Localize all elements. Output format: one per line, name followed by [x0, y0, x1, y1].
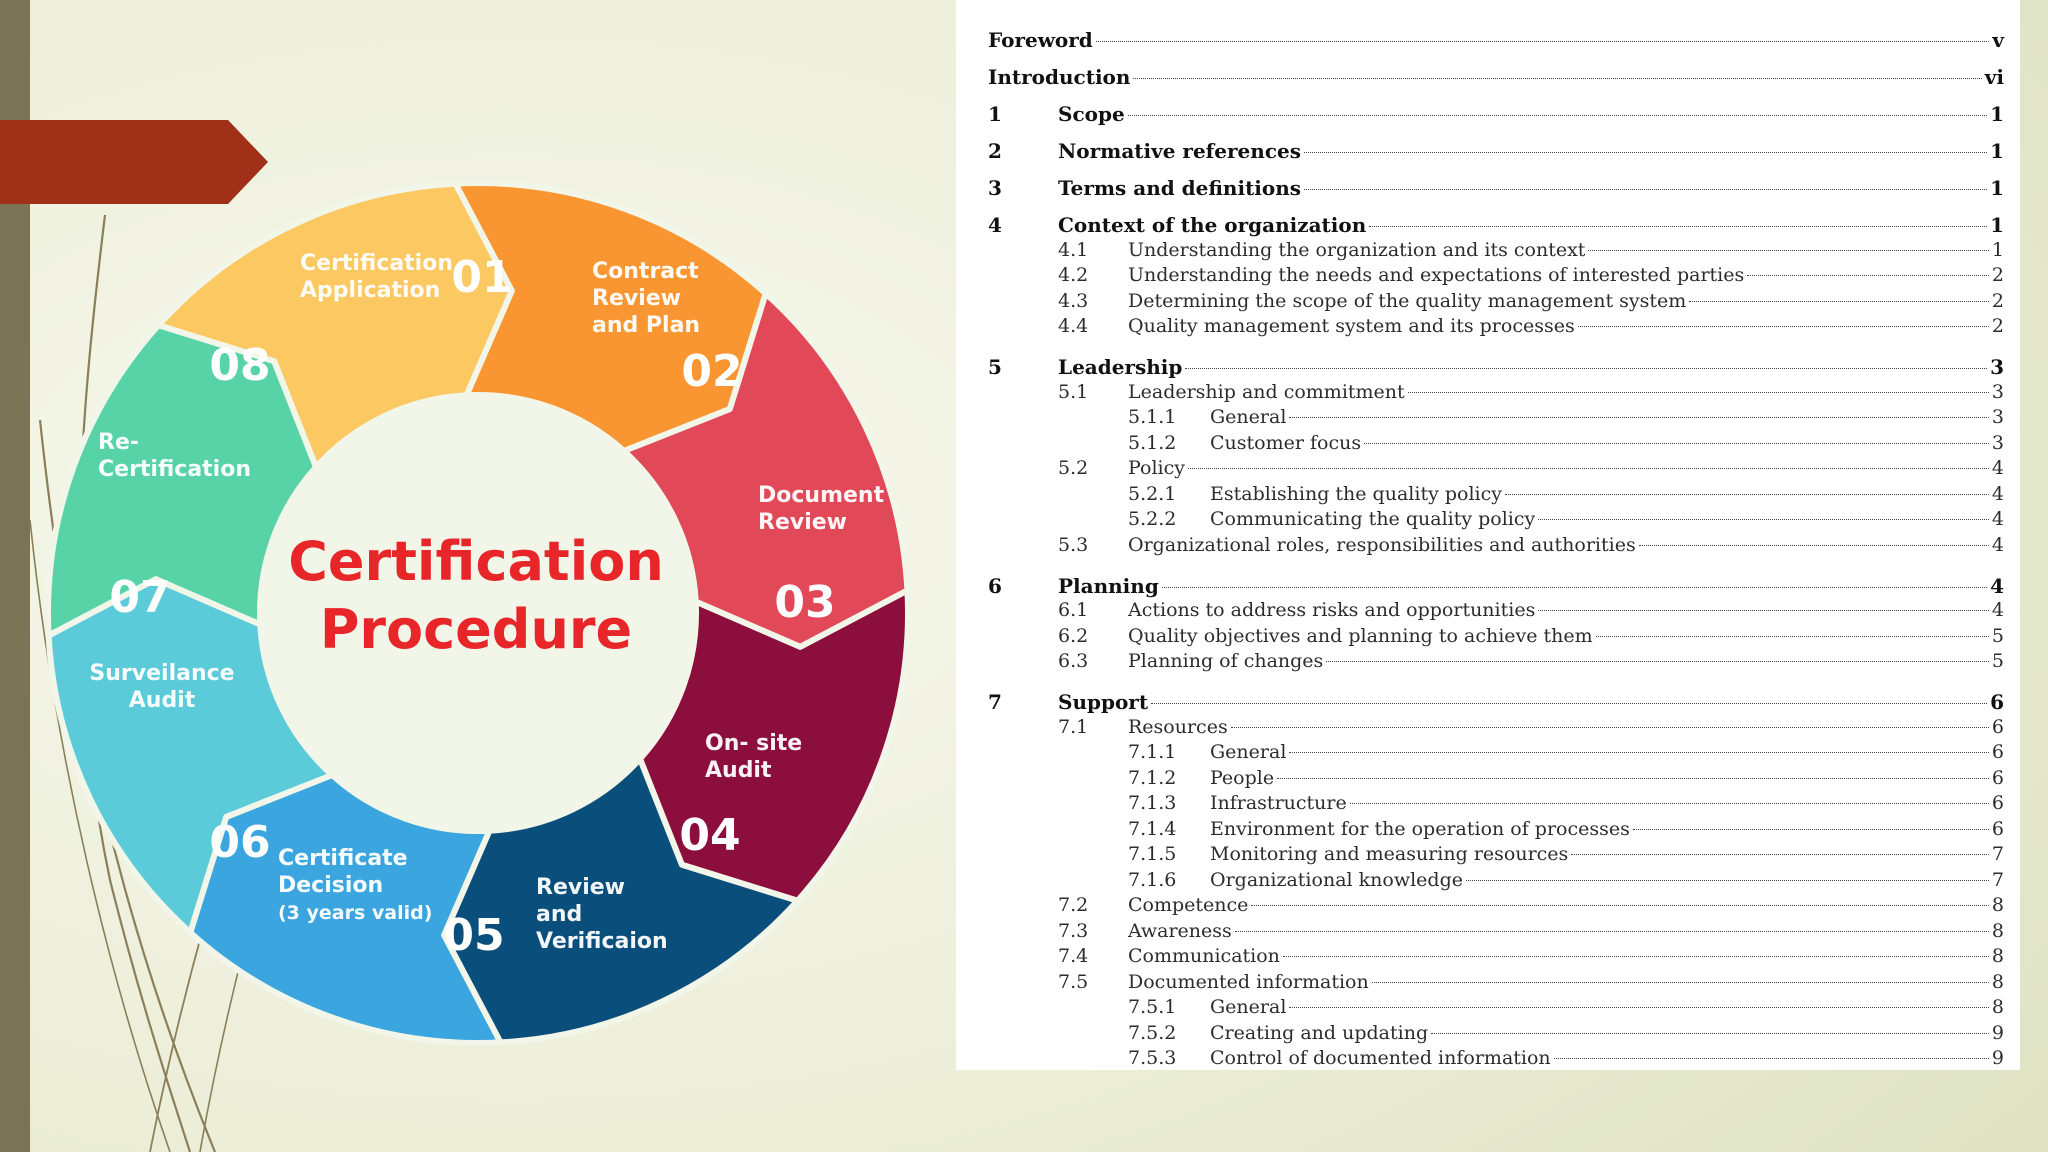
toc-dot-leader [1596, 636, 1989, 637]
toc-entry-number: 5.2.2 [1128, 508, 1177, 530]
toc-dot-leader [1128, 115, 1987, 116]
toc-entry[interactable] [988, 315, 2004, 341]
toc-entry-number: 6.3 [1058, 650, 1089, 672]
toc-dot-leader [1364, 443, 1989, 444]
toc-entry-title: Leadership [1058, 355, 1183, 379]
toc-entry-number: 7.1 [1058, 715, 1089, 738]
toc-entry[interactable] [988, 483, 2004, 509]
toc-entry-title: Resources [1128, 715, 1228, 738]
toc-dot-leader [1408, 392, 1989, 393]
step-label-08-line-2: Certification [98, 457, 252, 482]
toc-entry-number: 7.1.3 [1128, 792, 1177, 814]
step-label-08-line-1: Re- [98, 430, 139, 455]
toc-entry-title: Understanding the organization and its context [1128, 238, 1586, 261]
toc-entry-page: 5 [1991, 624, 2004, 647]
step-label-06-line-1: Certificate [278, 846, 408, 871]
toc-entry-title: Competence [1128, 894, 1249, 916]
toc-dot-leader [1538, 610, 1989, 611]
step-label-05-line-2: and [536, 902, 583, 927]
toc-dot-leader [1277, 778, 1989, 779]
toc-entry-title: Context of the organization [1058, 213, 1367, 237]
toc-dot-leader [1185, 368, 1987, 369]
toc-entry[interactable] [988, 432, 2004, 458]
step-number-05: 05 [443, 910, 505, 961]
toc-entry[interactable] [988, 818, 2004, 844]
toc-entry-number: 4.4 [1058, 315, 1089, 337]
toc-entry-title: Creating and updating [1210, 1021, 1429, 1044]
toc-entry[interactable] [988, 264, 2004, 290]
toc-entry-title: Monitoring and measuring resources [1210, 843, 1569, 865]
toc-entry-title: Organizational roles, responsibilities and authorities [1128, 533, 1636, 556]
toc-entry-page: 4 [1991, 533, 2004, 556]
toc-entry-title: Support [1058, 690, 1149, 714]
toc-entry-title: Quality objectives and planning to achieve them [1128, 624, 1593, 647]
toc-dot-leader [1304, 152, 1987, 153]
toc-entry-number: 7.3 [1058, 919, 1089, 942]
toc-entry-title: Infrastructure [1210, 792, 1347, 814]
toc-entry-number: 4.3 [1058, 289, 1089, 312]
toc-entry[interactable] [988, 239, 2004, 265]
toc-dot-leader [1372, 982, 1989, 983]
toc-entry-number: 5 [988, 355, 1002, 379]
toc-entry[interactable] [988, 508, 2004, 534]
toc-dot-leader [1747, 275, 1989, 276]
step-number-01: 01 [451, 252, 513, 303]
toc-entry-number: 2 [988, 139, 1002, 163]
toc-dot-leader [1588, 250, 1988, 251]
toc-dot-leader [1578, 326, 1989, 327]
toc-entry-title: Leadership and commitment [1128, 380, 1405, 403]
toc-entry[interactable] [988, 574, 2004, 600]
toc-entry-title: Policy [1128, 457, 1185, 479]
step-label-07-line-2: Audit [128, 688, 196, 713]
toc-entry-page: 8 [1991, 919, 2004, 942]
toc-dot-leader [1283, 956, 1989, 957]
toc-entry-title: Scope [1058, 102, 1125, 126]
step-label-02-line-3: and Plan [592, 313, 701, 338]
toc-entry-title: Customer focus [1210, 431, 1362, 454]
toc-entry[interactable] [988, 406, 2004, 432]
toc-entry-page: 3 [1991, 431, 2004, 454]
toc-entry[interactable] [988, 767, 2004, 793]
toc-dot-leader [1133, 78, 1981, 79]
toc-entry-page: 4 [1991, 508, 2004, 530]
diagram-title-line-1: Certification [288, 530, 664, 593]
toc-entry-page: 8 [1991, 894, 2004, 916]
toc-entry-title: Foreword [988, 28, 1093, 52]
toc-entry[interactable] [988, 690, 2004, 716]
toc-entry[interactable] [988, 1047, 2004, 1070]
toc-entry-page: 6 [1991, 766, 2004, 789]
toc-entry-page: 3 [1991, 380, 2004, 403]
toc-entry-page: 1 [1990, 139, 2004, 163]
step-label-03-line-2: Review [758, 510, 847, 535]
toc-dot-leader [1369, 226, 1987, 227]
toc-entry-page: 2 [1991, 315, 2004, 337]
toc-entry[interactable] [988, 792, 2004, 818]
toc-entry[interactable] [988, 290, 2004, 316]
toc-entry-title: Understanding the needs and expectations of interested parties [1128, 264, 1745, 286]
toc-entry-number: 7 [988, 690, 1002, 714]
toc-dot-leader [1505, 494, 1989, 495]
step-label-05-line-1: Review [536, 875, 625, 900]
toc-entry[interactable] [988, 65, 2004, 91]
toc-entry-title: Determining the scope of the quality management system [1128, 289, 1687, 312]
toc-dot-leader [1289, 752, 1989, 753]
toc-dot-leader [1571, 854, 1989, 855]
toc-entry-number: 7.4 [1058, 945, 1089, 967]
toc-dot-leader [1151, 703, 1987, 704]
toc-entry-page: 1 [1990, 213, 2004, 237]
toc-dot-leader [1350, 803, 1989, 804]
toc-entry-page: 8 [1991, 970, 2004, 993]
toc-entry-page: 6 [1991, 792, 2004, 814]
step-label-04-line-2: Audit [705, 758, 772, 783]
toc-entry-number: 7.2 [1058, 894, 1089, 916]
toc-entry-page: 5 [1991, 650, 2004, 672]
toc-entry-number: 3 [988, 176, 1002, 200]
toc-entry[interactable] [988, 650, 2004, 676]
toc-entry-page: v [1992, 28, 2004, 52]
toc-dot-leader [1235, 931, 1989, 932]
step-number-02: 02 [681, 346, 743, 397]
step-label-04-line-1: On- site [705, 731, 803, 756]
toc-entry[interactable] [988, 843, 2004, 869]
toc-entry-page: 9 [1991, 1021, 2004, 1044]
toc-entry[interactable] [988, 355, 2004, 381]
toc-entry-number: 5.2.1 [1128, 482, 1177, 505]
toc-entry-number: 7.5 [1058, 970, 1089, 993]
toc-entry-page: 1 [1991, 238, 2004, 261]
step-label-06-line-2: Decision [278, 873, 384, 898]
toc-entry-number: 6 [988, 573, 1002, 598]
toc-entry-page: 7 [1991, 868, 2004, 891]
toc-entry-number: 1 [988, 102, 1002, 126]
toc-dot-leader [1431, 1033, 1989, 1034]
toc-entry-number: 5.1.2 [1128, 431, 1177, 454]
toc-entry-title: Planning of changes [1128, 650, 1324, 672]
toc-entry[interactable] [988, 102, 2004, 128]
step-number-08: 08 [209, 340, 271, 391]
toc-dot-leader [1096, 41, 1990, 42]
toc-entry[interactable] [988, 1022, 2004, 1048]
toc-entry-number: 5.1.1 [1128, 406, 1177, 428]
toc-entry-title: Terms and definitions [1058, 176, 1302, 200]
toc-entry-number: 6.1 [1058, 599, 1089, 621]
toc-entry-number: 7.1.5 [1128, 843, 1177, 865]
toc-entry-page: 2 [1991, 264, 2004, 286]
toc-entry[interactable] [988, 381, 2004, 407]
toc-entry-title: Quality management system and its processes [1128, 315, 1575, 337]
toc-entry-page: 6 [1991, 817, 2004, 840]
toc-entry[interactable] [988, 945, 2004, 971]
toc-entry-title: Planning [1058, 573, 1159, 598]
toc-entry[interactable] [988, 457, 2004, 483]
toc-entry[interactable] [988, 534, 2004, 560]
step-label-06-line-3: (3 years valid) [278, 902, 433, 924]
toc-entry-title: General [1210, 406, 1287, 428]
toc-entry-number: 4.2 [1058, 264, 1089, 286]
toc-entry[interactable] [988, 996, 2004, 1022]
toc-entry-number: 7.5.1 [1128, 996, 1177, 1018]
toc-entry-page: 8 [1991, 945, 2004, 967]
toc-entry-number: 5.3 [1058, 533, 1089, 556]
toc-entry-number: 7.1.2 [1128, 766, 1177, 789]
toc-entry[interactable] [988, 176, 2004, 202]
toc-entry-title: People [1210, 766, 1275, 789]
toc-entry-title: Communication [1128, 945, 1280, 967]
toc-entry-page: 4 [1991, 457, 2004, 479]
toc-dot-leader [1162, 587, 1987, 588]
toc-entry[interactable] [988, 213, 2004, 239]
toc-dot-leader [1538, 519, 1989, 520]
toc-entry-number: 4.1 [1058, 238, 1089, 261]
toc-entry-title: Control of documented information [1210, 1047, 1551, 1069]
toc-entry-page: 2 [1991, 289, 2004, 312]
toc-entry-number: 5.1 [1058, 380, 1089, 403]
step-number-03: 03 [774, 577, 836, 628]
toc-entry-page: 1 [1990, 102, 2004, 126]
toc-entry[interactable] [988, 971, 2004, 997]
toc-entry-page: 3 [1990, 355, 2004, 379]
toc-dot-leader [1251, 905, 1989, 906]
step-number-04: 04 [679, 810, 741, 861]
toc-entry-title: Organizational knowledge [1210, 868, 1463, 891]
table-of-contents-panel [956, 0, 2020, 1070]
toc-entry-page: 6 [1990, 690, 2004, 714]
toc-entry[interactable] [988, 28, 2004, 54]
step-number-07: 07 [109, 572, 171, 623]
step-label-03-line-1: Document [758, 483, 885, 508]
toc-entry[interactable] [988, 920, 2004, 946]
toc-entry-title: Communicating the quality policy [1210, 508, 1536, 530]
toc-entry-number: 7.1.1 [1128, 741, 1177, 763]
toc-dot-leader [1289, 1007, 1989, 1008]
toc-entry-number: 7.5.3 [1128, 1047, 1177, 1069]
toc-entry-page: 6 [1991, 741, 2004, 763]
toc-dot-leader [1326, 661, 1989, 662]
step-label-02-line-1: Contract [592, 259, 699, 284]
toc-entry-page: 4 [1991, 482, 2004, 505]
toc-dot-leader [1639, 545, 1989, 546]
toc-entry-page: 4 [1990, 573, 2004, 598]
toc-dot-leader [1633, 829, 1989, 830]
toc-entry-number: 6.2 [1058, 624, 1089, 647]
toc-dot-leader [1466, 880, 1989, 881]
toc-entry-number: 7.5.2 [1128, 1021, 1177, 1044]
step-label-01-line-1: Certification [300, 251, 454, 276]
toc-entry-page: 3 [1991, 406, 2004, 428]
toc-entry-page: 4 [1991, 599, 2004, 621]
toc-entry-number: 5.2 [1058, 457, 1089, 479]
toc-entry-title: General [1210, 996, 1287, 1018]
toc-entry[interactable] [988, 741, 2004, 767]
toc-entry-page: 7 [1991, 843, 2004, 865]
step-label-05-line-3: Verificaion [536, 929, 668, 954]
toc-dot-leader [1304, 189, 1987, 190]
certification-wheel-diagram [0, 0, 960, 1152]
diagram-title-line-2: Procedure [319, 598, 633, 661]
step-label-01-line-2: Application [300, 278, 441, 303]
toc-entry-title: Environment for the operation of processes [1210, 817, 1630, 840]
toc-entry-title: Establishing the quality policy [1210, 482, 1502, 505]
toc-entry[interactable] [988, 894, 2004, 920]
toc-dot-leader [1289, 417, 1989, 418]
toc-entry[interactable] [988, 139, 2004, 165]
toc-dot-leader [1231, 727, 1989, 728]
toc-entry-title: Awareness [1128, 919, 1232, 942]
toc-dot-leader [1689, 301, 1989, 302]
toc-entry-page: 9 [1991, 1047, 2004, 1069]
toc-entry-title: Documented information [1128, 970, 1369, 993]
step-number-06: 06 [209, 817, 271, 868]
toc-entry[interactable] [988, 869, 2004, 895]
toc-entry-title: Actions to address risks and opportunities [1128, 599, 1536, 621]
toc-dot-leader [1554, 1058, 1989, 1059]
toc-entry[interactable] [988, 599, 2004, 625]
toc-entry-title: Normative references [1058, 139, 1301, 163]
step-label-07-line-1: Surveilance [89, 661, 235, 686]
step-label-02-line-2: Review [592, 286, 681, 311]
toc-entry-page: 1 [1990, 176, 2004, 200]
toc-entry-page: vi [1984, 65, 2004, 89]
toc-dot-leader [1188, 468, 1989, 469]
toc-entry-number: 7.1.6 [1128, 868, 1177, 891]
toc-entry-page: 8 [1991, 996, 2004, 1018]
toc-entry-number: 4 [988, 213, 1002, 237]
toc-entry-number: 7.1.4 [1128, 817, 1177, 840]
toc-entry[interactable] [988, 625, 2004, 651]
toc-entry-page: 6 [1991, 715, 2004, 738]
toc-entry-title: Introduction [988, 65, 1131, 89]
toc-entry[interactable] [988, 716, 2004, 742]
toc-entry-title: General [1210, 741, 1287, 763]
